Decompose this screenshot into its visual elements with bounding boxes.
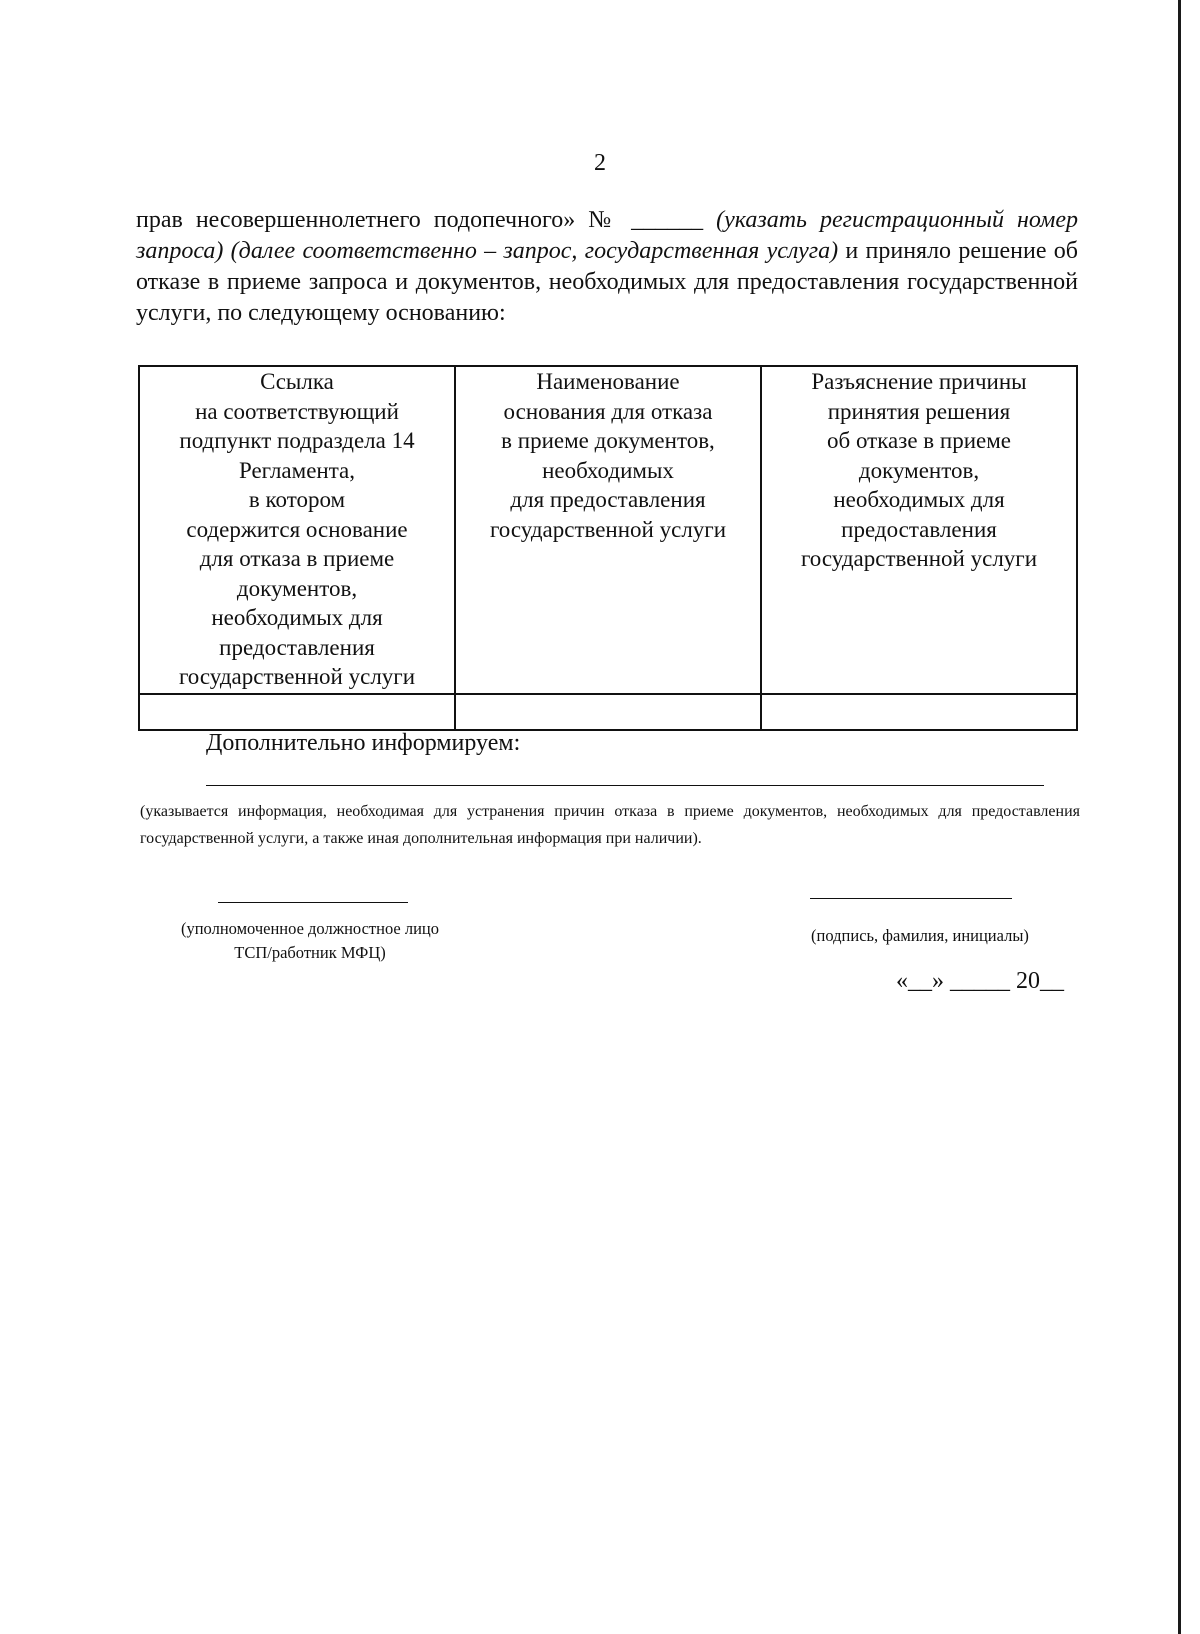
refusal-grounds-table xyxy=(138,365,1078,731)
additional-info-label: Дополнительно информируем: xyxy=(206,730,521,756)
table-row xyxy=(139,694,1077,730)
header-line: подпункт подраздела 14 xyxy=(179,428,415,453)
header-line: необходимых для xyxy=(211,605,383,630)
header-line: содержится основание xyxy=(186,516,408,542)
header-line: Ссылка xyxy=(260,369,334,394)
table-header-row xyxy=(139,366,1077,694)
header-line: в приеме документов, xyxy=(501,428,715,453)
official-caption-line2: ТСП/работник МФЦ) xyxy=(234,943,386,962)
note-text: (указывается информация, необходимая для устранения причин отказа в приеме документов, необходимых для предоставления государственной услуги, а также иная дополнительная информация при наличии). xyxy=(140,803,1080,847)
date-field[interactable]: «__» _____ 20__ xyxy=(896,968,1064,994)
intro-paragraph xyxy=(136,205,1078,329)
header-line: для отказа в приеме xyxy=(199,546,395,571)
signature-caption: (подпись, фамилия, инициалы) xyxy=(811,926,1029,945)
header-line: государственной услуги xyxy=(489,516,727,542)
header-line: принятия решения xyxy=(827,398,1011,424)
header-line: государственной услуги xyxy=(800,546,1038,571)
header-line: предоставления xyxy=(219,634,375,660)
header-cell-explanation xyxy=(761,366,1077,694)
header-line: на соответствующий xyxy=(195,398,399,424)
header-line: Наименование xyxy=(536,369,680,394)
header-line: предоставления xyxy=(841,516,997,542)
intro-text-rest: и приняло решение об отказе в приеме запроса и документов, необходимых для предоставления государственной услуги, по следующему основанию: xyxy=(136,238,1078,326)
header-line: документов, xyxy=(236,575,358,601)
header-line: документов, xyxy=(858,457,980,483)
header-line: государственной услуги xyxy=(178,664,416,689)
header-line: для предоставления xyxy=(510,487,706,512)
header-line: в котором xyxy=(248,487,346,512)
official-caption xyxy=(150,917,470,965)
header-line: об отказе в приеме xyxy=(827,428,1011,453)
official-caption-line1: (уполномоченное должностное лицо xyxy=(180,919,439,938)
intro-text-italic: (указать регистрационный номер запроса) (далее соответственно – запрос, государственная услуга) xyxy=(136,207,1078,264)
header-line: Регламента, xyxy=(238,457,355,483)
signature-line[interactable] xyxy=(810,898,1012,899)
header-cell-ground-name xyxy=(455,366,761,694)
header-line: необходимых для xyxy=(833,487,1005,512)
table-cell[interactable] xyxy=(455,694,761,730)
header-cell-reference xyxy=(139,366,455,694)
scan-edge-right xyxy=(1178,0,1181,1634)
page-number: 2 xyxy=(594,150,606,176)
header-line: основания для отказа xyxy=(503,398,713,424)
additional-info-line[interactable] xyxy=(206,785,1044,786)
header-line: Разъяснение причины xyxy=(811,369,1027,394)
table-cell[interactable] xyxy=(139,694,455,730)
intro-text-plain: прав несовершеннолетнего подопечного» № ______ xyxy=(136,207,717,233)
header-line: необходимых xyxy=(542,457,674,483)
official-signature-line[interactable] xyxy=(218,902,408,903)
table-cell[interactable] xyxy=(761,694,1077,730)
